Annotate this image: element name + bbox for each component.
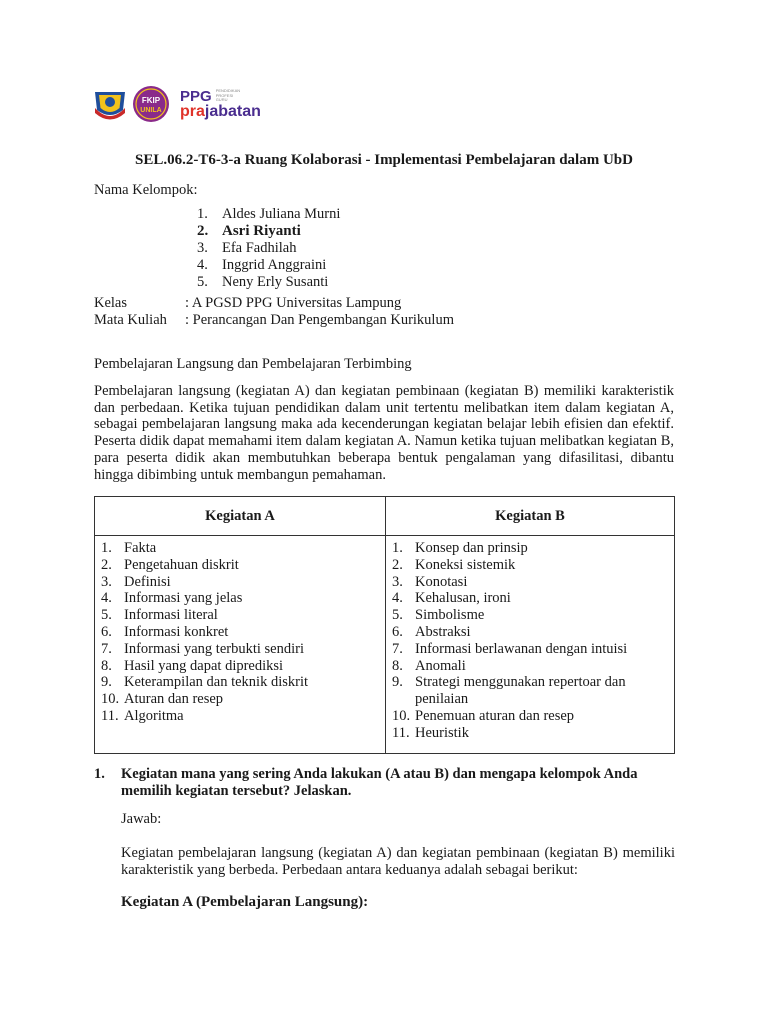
list-item: 7. Informasi yang terbukti sendiri [101, 640, 304, 657]
list-item: 4. Informasi yang jelas [101, 590, 243, 607]
ppg-logo-text: PPG [180, 87, 212, 105]
list-item: 1. Konsep dan prinsip [392, 540, 528, 556]
table-cell-a [95, 536, 386, 754]
list-a [95, 536, 385, 725]
list-item: 5. Neny Erly Susanti [197, 274, 329, 290]
list-item: 11. Heuristik [392, 724, 469, 741]
list-item: 3. Efa Fadhilah [197, 240, 297, 256]
table-header-a: Kegiatan A [95, 497, 386, 536]
list-item: 1. Aldes Juliana Murni [197, 206, 341, 222]
question-1: 1. Kegiatan mana yang sering Anda lakukan (A atau B) dan mengapa kelompok Anda memilih kegiatan tersebut? Jelaskan. [94, 766, 638, 799]
list-item: 8. Anomali [392, 657, 466, 674]
ppg-small-text: PENDIDIKAN PROFESI GURU [215, 88, 241, 103]
fkip-text: FKIP [141, 96, 161, 105]
list-item: 5. Informasi literal [101, 607, 218, 624]
unila-emblem-icon [92, 86, 128, 122]
fkip-unila-logo-icon [132, 85, 170, 123]
member-list [197, 206, 340, 291]
list-item: 10. Aturan dan resep [101, 691, 224, 708]
unila-text: UNILA [140, 107, 162, 114]
list-item: 4. Kehalusan, ironi [392, 590, 511, 607]
info-class: Kelas : A PGSD PPG Universitas Lampung [94, 295, 402, 311]
document-title: SEL.06.2-T6-3-a Ruang Kolaborasi - Implementasi Pembelajaran dalam UbD [135, 152, 633, 168]
list-item: 9. Keterampilan dan teknik diskrit [101, 674, 309, 691]
list-item: 6. Abstraksi [392, 623, 471, 640]
list-item: 9. Strategi menggunakan repertoar dan penilaian [392, 674, 626, 708]
list-item: 7. Informasi berlawanan dengan intuisi [392, 640, 628, 657]
list-item: 2. Asri Riyanti [197, 223, 301, 239]
list-item: 5. Simbolisme [392, 607, 485, 624]
table-header-b: Kegiatan B [386, 497, 675, 536]
list-item: 3. Konotasi [392, 573, 468, 590]
list-item: 1. Fakta [101, 540, 157, 556]
group-label: Nama Kelompok: [94, 182, 198, 198]
answer-paragraph: Kegiatan pembelajaran langsung (kegiatan A) dan kegiatan pembinaan (kegiatan B) memiliki karakteristik yang berbeda. Perbedaan antara keduanya adalah sebagai berikut: [121, 845, 675, 878]
prajabatan-logo-text: prajabatan [180, 102, 261, 120]
intro-paragraph: Pembelajaran langsung (kegiatan A) dan kegiatan pembinaan (kegiatan B) memiliki karakteristik dan perbedaan. Ketika tujuan pendidikan dalam unit tertentu melibatkan item dalam kegiatan A, sebagai pembelajaran langsung maka ada kecenderungan kegiatan belajar lebih efisien dan efektif. Peserta didik dapat memahami item dalam kegiatan A. Namun ketika tujuan melibatkan kegiatan B, para peserta didik akan membutuhkan beberapa bentuk pengalaman yang difasilitasi, dibantu hingga dibimbing untuk membangun pemahaman. [94, 383, 674, 483]
list-item: 4. Inggrid Anggraini [197, 257, 327, 273]
list-item: 6. Informasi konkret [101, 623, 229, 640]
section-heading: Pembelajaran Langsung dan Pembelajaran Terbimbing [94, 356, 412, 372]
list-item: 2. Koneksi sistemik [392, 556, 516, 573]
list-item: 2. Pengetahuan diskrit [101, 556, 239, 573]
activity-table [94, 496, 675, 754]
header-logos [92, 84, 261, 124]
answer-label: Jawab: [121, 811, 162, 827]
subheading: Kegiatan A (Pembelajaran Langsung): [121, 894, 369, 910]
info-course: Mata Kuliah : Perancangan Dan Pengembangan Kurikulum [94, 312, 454, 328]
list-b [386, 536, 674, 742]
list-item: 3. Definisi [101, 573, 171, 590]
ppg-prajabatan-logo [180, 89, 261, 120]
list-item: 10. Penemuan aturan dan resep [392, 707, 575, 724]
list-item: 8. Hasil yang dapat diprediksi [101, 657, 284, 674]
list-item: 11. Algoritma [101, 707, 184, 724]
table-cell-b [386, 536, 675, 754]
